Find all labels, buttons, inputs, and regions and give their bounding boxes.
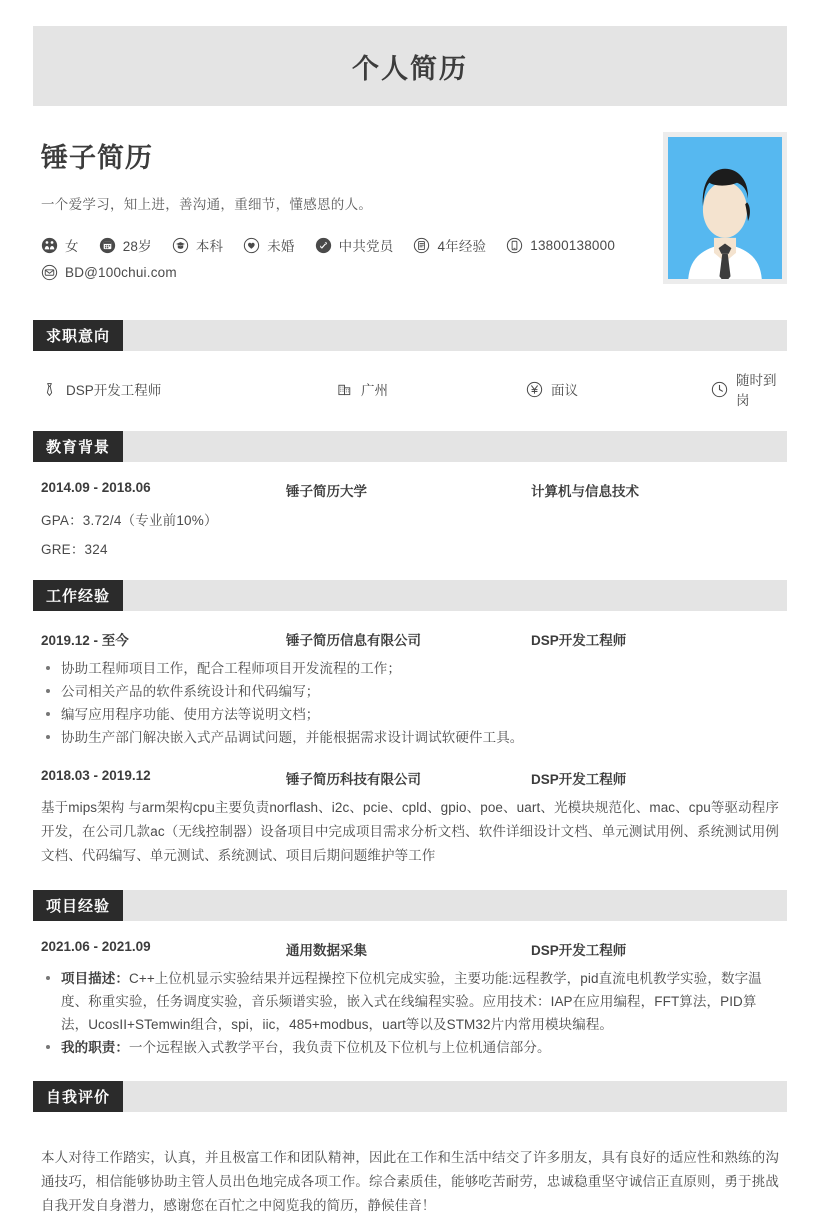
- section-body-self-evaluation: [33, 1112, 787, 1218]
- work-bullet: 公司相关产品的软件系统设计和代码编写；: [41, 680, 779, 703]
- contact-info-row-1: [41, 235, 663, 255]
- section-bar-self-evaluation: [33, 1081, 787, 1112]
- work-entry: [41, 768, 779, 868]
- intent-position-label: DSP开发工程师: [66, 383, 162, 398]
- email-icon: [41, 264, 58, 281]
- section-intent: [33, 320, 787, 409]
- project-bullet-label: 项目描述：: [61, 971, 129, 986]
- info-experience: [413, 235, 486, 255]
- intent-position: [41, 379, 336, 399]
- intent-salary-label: 面议: [551, 383, 578, 398]
- education-major: 计算机与信息技术: [531, 484, 639, 499]
- contact-info-row-2: [41, 264, 663, 281]
- page-banner: [33, 26, 787, 106]
- section-education: [33, 431, 787, 558]
- project-name: 通用数据采集: [286, 943, 367, 958]
- education-date: 2014.09 - 2018.06: [41, 480, 151, 495]
- work-entry: [41, 629, 779, 749]
- tie-icon: [41, 381, 58, 398]
- section-title-project: 项目经验: [33, 890, 123, 921]
- work-bullet: 协助工程师项目工作，配合工程师项目开发流程的工作；: [41, 657, 779, 680]
- profile-block: [33, 106, 787, 298]
- work-role: DSP开发工程师: [531, 633, 627, 648]
- education-entry: [41, 480, 779, 558]
- section-title-education: 教育背景: [33, 431, 123, 462]
- section-bar-work: [33, 580, 787, 611]
- project-bullet-text: C++上位机显示实验结果并远程操控下位机完成实验，主要功能:远程教学，pid直流电机教学实验，数字温度、称重实验，任务调度实验，音乐频谱实验，嵌入式在线编程实验。应用技术：IAP在应用编程，FFT算法，PID算法，UcosII+STemwin组合，spi，iic，485+modbus，uart等以及STM32片内常用模块编程。: [61, 971, 762, 1032]
- work-description: 基于mips架构 与arm架构cpu主要负责norflash、i2c、pcie、cpld、gpio、poe、uart、光模块规范化、mac、cpu等驱动程序开发，在公司几款ac（无线控制器）设备项目中完成项目需求分析文档、软件详细设计文档、单元测试用例、系统测试用例文档、代码编写、单元测试、系统测试、项目后期问题维护等工作: [41, 800, 779, 863]
- clock-icon: [711, 381, 728, 398]
- education-gpa: GPA：3.72/4（专业前10%）: [41, 513, 218, 528]
- work-role: DSP开发工程师: [531, 772, 627, 787]
- education-icon: [172, 237, 189, 254]
- section-project: [33, 890, 787, 1059]
- marital-icon: [243, 237, 260, 254]
- avatar: [663, 132, 787, 284]
- project-bullet: [41, 967, 779, 1036]
- section-body-education: [33, 462, 787, 558]
- info-party: [315, 235, 394, 255]
- salary-icon: [526, 381, 543, 398]
- section-title-intent: 求职意向: [33, 320, 123, 351]
- project-entry-head: [41, 939, 779, 959]
- candidate-name: 锤子简历: [41, 143, 153, 173]
- info-education: [172, 235, 223, 255]
- intent-city: [336, 379, 526, 399]
- intent-salary: [526, 379, 711, 399]
- party-icon: [315, 237, 332, 254]
- info-marital: [243, 235, 294, 255]
- work-company: 锤子简历信息有限公司: [286, 633, 421, 648]
- info-phone-label: 13800138000: [530, 237, 616, 253]
- project-bullets: [41, 967, 779, 1059]
- work-entry-head: [41, 768, 779, 788]
- work-entry-head: [41, 629, 779, 649]
- work-bullet: 协助生产部门解决嵌入式产品调试问题，并能根据需求设计调试软硬件工具。: [41, 726, 779, 749]
- section-body-project: [33, 921, 787, 1059]
- experience-icon: [413, 237, 430, 254]
- project-bullet: [41, 1036, 779, 1059]
- section-title-work: 工作经验: [33, 580, 123, 611]
- candidate-tagline: 一个爱学习，知上进，善沟通，重细节，懂感恩的人。: [41, 197, 373, 212]
- project-entry: [41, 939, 779, 1059]
- info-gender-label: 女: [65, 239, 79, 254]
- info-email: [41, 264, 177, 281]
- intent-availability: [711, 369, 779, 409]
- self-evaluation-text: 本人对待工作踏实，认真，并且极富工作和团队精神，因此在工作和生活中结交了许多朋友，具有良好的适应性和熟练的沟通技巧，相信能够协助主管人员出色地完成各项工作。综合素质佳，能够吃苦耐劳，忠诚稳重坚守诚信正直原则，勇于挑战自我开发自身潜力，感谢您在百忙之中阅览我的简历，静候佳音！: [41, 1150, 779, 1213]
- intent-row: [41, 369, 779, 409]
- section-self-evaluation: [33, 1081, 787, 1218]
- work-bullet: 编写应用程序功能、使用方法等说明文档；: [41, 703, 779, 726]
- info-gender: [41, 235, 79, 255]
- phone-icon: [506, 237, 523, 254]
- info-education-label: 本科: [195, 239, 224, 254]
- page-title: 个人简历: [352, 53, 468, 84]
- info-age: [99, 235, 152, 255]
- gender-icon: [41, 237, 58, 254]
- contact-info: [41, 235, 663, 281]
- project-bullet-text: 一个远程嵌入式教学平台，我负责下位机及下位机与上位机通信部分。: [129, 1040, 551, 1055]
- project-role: DSP开发工程师: [531, 943, 627, 958]
- project-bullet-label: 我的职责：: [61, 1040, 129, 1055]
- section-bar-education: [33, 431, 787, 462]
- work-date: 2019.12 - 至今: [41, 633, 129, 648]
- info-experience-label: 4年经验: [437, 239, 487, 254]
- section-bar-project: [33, 890, 787, 921]
- education-school: 锤子简历大学: [286, 484, 367, 499]
- intent-city-label: 广州: [361, 383, 388, 398]
- section-body-intent: [33, 351, 787, 409]
- profile-details: [41, 134, 663, 290]
- info-age-label: 28岁: [122, 239, 152, 254]
- section-work: [33, 580, 787, 868]
- calendar-icon: [99, 237, 116, 254]
- info-marital-label: 未婚: [267, 239, 295, 254]
- work-company: 锤子简历科技有限公司: [286, 772, 421, 787]
- info-party-label: 中共党员: [338, 239, 394, 254]
- info-email-label: BD@100chui.com: [65, 265, 177, 280]
- project-date: 2021.06 - 2021.09: [41, 939, 151, 954]
- section-title-self-evaluation: 自我评价: [33, 1081, 123, 1112]
- section-body-work: [33, 611, 787, 868]
- info-phone: [506, 237, 615, 254]
- work-bullets: [41, 657, 779, 749]
- intent-availability-label: 随时到岗: [736, 373, 777, 408]
- work-date: 2018.03 - 2019.12: [41, 768, 151, 783]
- section-bar-intent: [33, 320, 787, 351]
- education-gre: GRE：324: [41, 542, 108, 557]
- education-entry-head: [41, 480, 779, 500]
- building-icon: [336, 381, 353, 398]
